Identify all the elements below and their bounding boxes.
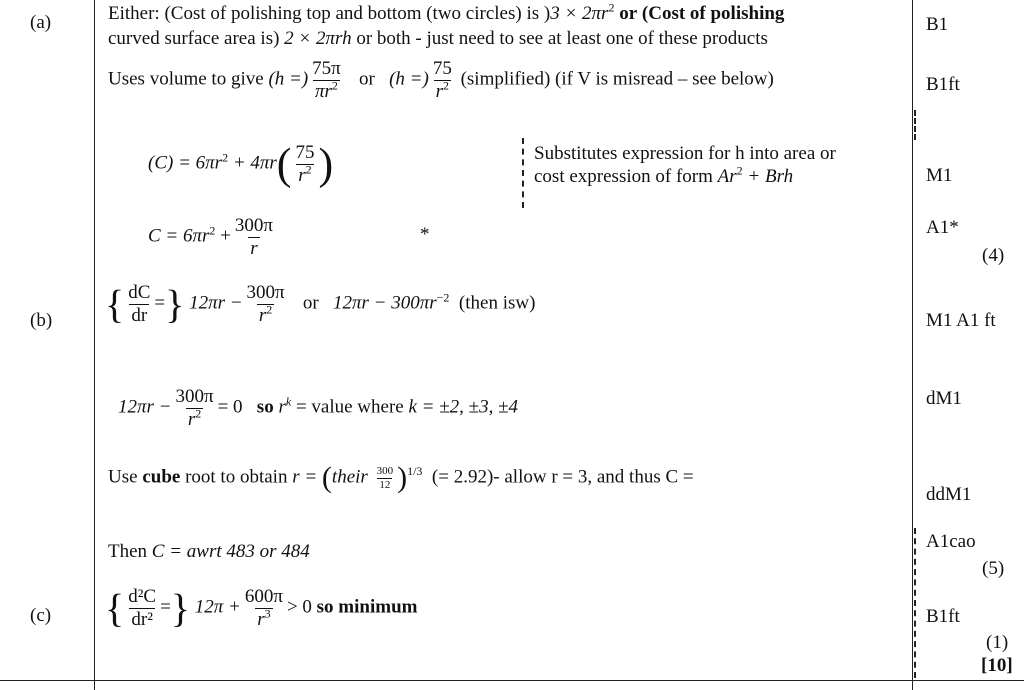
- mark-a3: M1: [926, 165, 953, 186]
- mark-c1: B1ft: [926, 606, 960, 627]
- derivative-line: { $\frac{dC}{dr}$ =} 12πr − $\frac{300\pi}{r^2}$ or $12\pi r - 300\pi r^{-2}$ (then isw): [105, 281, 536, 327]
- mark-a1: B1: [926, 14, 949, 35]
- bottom-rule: [0, 680, 1024, 681]
- substitution-note: Substitutes expression for h into area or cost expression of form $Ar^2$ + Brh: [534, 143, 836, 187]
- volume-line: Uses volume to give (h =) $\frac{75\pi}{\pi r^2}$ or (h =) $\frac{75}{r^2}$ (simplified) (if V is misread – see below): [108, 58, 774, 102]
- final-value-line: Then C = awrt 483 or 484: [108, 541, 310, 562]
- column-divider-right: [912, 0, 913, 690]
- mark-b3: ddM1: [926, 484, 972, 505]
- part-a-line-2: curved surface area is) 2 × 2πrh or both - just need to see at least one of these products: [108, 28, 768, 49]
- part-label-b: (b): [30, 310, 53, 331]
- cube-root-line: Use cube root to obtain r = (their $\frac{300}{12}$ )$^{1/3}$ (= 2.92)- allow r = 3, and thus C =: [108, 461, 694, 494]
- mark-b1: M1 A1 ft: [926, 310, 996, 331]
- second-derivative-line: { $\frac{\text{d²C}}{\text{dr²}}$ =} 12π + $\frac{600\pi}{r^3}$ > 0 so minimum: [105, 585, 418, 631]
- part-label-c: (c): [30, 605, 52, 626]
- part-a-line-1: Either: (Cost of polishing top and bottom (two circles) is )$3 \times 2\pi r^2$ or (Cost of polishing: [108, 0, 785, 24]
- mark-a4: A1*: [926, 217, 959, 238]
- part-label-a: (a): [30, 12, 52, 33]
- mark-b-total: (5): [982, 558, 1005, 579]
- dashed-divider-marks-1: [914, 110, 916, 140]
- mark-c-total: (1): [986, 632, 1009, 653]
- mark-a-total: (4): [982, 245, 1005, 266]
- mark-b4: A1cao: [926, 531, 976, 552]
- dashed-divider-note: [522, 138, 524, 208]
- cost-simplified: $C = 6\pi r^2$ + $\frac{300\pi}{r}$: [148, 215, 273, 259]
- column-divider-left: [94, 0, 95, 690]
- mark-grand-total: [10]: [981, 655, 1013, 676]
- dashed-divider-marks-2: [914, 528, 916, 678]
- star-marker: *: [420, 224, 430, 245]
- mark-b2: dM1: [926, 388, 962, 409]
- mark-a2: B1ft: [926, 74, 960, 95]
- set-to-zero-line: 12πr − $\frac{300\pi}{r^2}$ = 0 so $r^k$ = value where k = ±2, ±3, ±4: [118, 386, 519, 430]
- cost-expression: $(C) = 6\pi r^2 + 4\pi r$( $\frac{75}{r^2}$ ): [148, 139, 334, 189]
